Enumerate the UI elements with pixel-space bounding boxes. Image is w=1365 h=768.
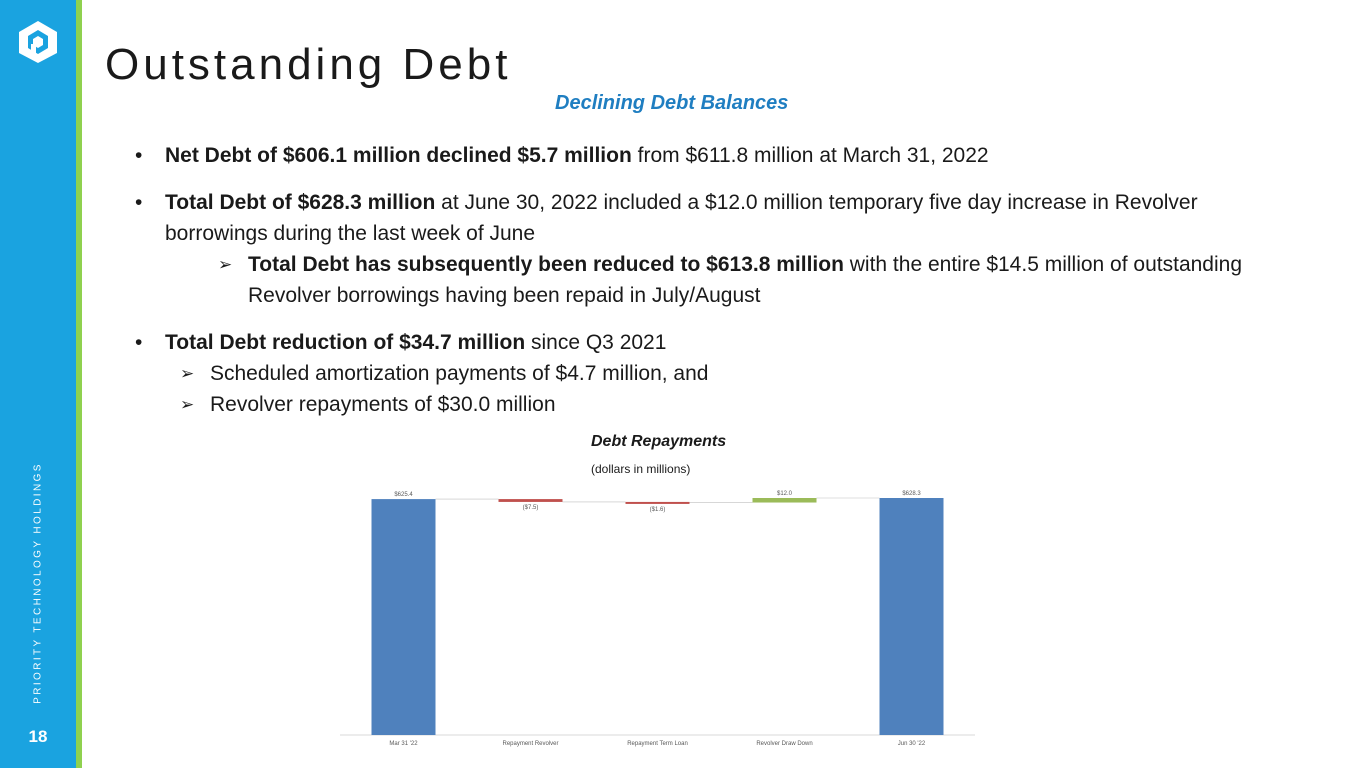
- sub-bullet-text: Scheduled amortization payments of $4.7 million, and: [210, 362, 709, 385]
- chart-bar: [753, 498, 817, 503]
- arrow-bullet-icon: ➢: [180, 395, 195, 414]
- bullet-marker: •: [135, 144, 143, 167]
- bullet-bold-text: Net Debt of $606.1 million declined $5.7 million: [165, 144, 632, 167]
- chart-category-label: Repayment Term Loan: [627, 741, 688, 747]
- sidebar: [0, 0, 76, 768]
- chart-bar: [626, 502, 690, 504]
- page-subtitle: Declining Debt Balances: [555, 92, 789, 114]
- chart-subtitle: (dollars in millions): [591, 462, 691, 476]
- sub-bullet-item: [135, 358, 1255, 389]
- bullet-bold-text: Total Debt of $628.3 million: [165, 191, 436, 214]
- page-title: Outstanding Debt: [105, 40, 512, 89]
- arrow-bullet-icon: ➢: [180, 364, 195, 383]
- chart-bar: [499, 499, 563, 502]
- chart-bar: [372, 499, 436, 735]
- bullet-marker: •: [135, 331, 143, 354]
- priority-logo-icon: [17, 20, 59, 64]
- bullet-bold-text: Total Debt reduction of $34.7 million: [165, 331, 526, 354]
- bullet-item: [135, 140, 1255, 171]
- bullet-item: [135, 187, 1255, 311]
- chart-title: Debt Repayments: [591, 433, 727, 450]
- chart-data-label: $12.0: [776, 491, 793, 497]
- sub-bullet-item: [135, 389, 1255, 420]
- bullet-marker: •: [135, 191, 143, 214]
- sidebar-accent-stripe: [76, 0, 82, 768]
- sub-bullet-text: Revolver repayments of $30.0 million: [210, 393, 556, 416]
- chart-bar: [880, 498, 944, 735]
- bullet-list: [135, 140, 1255, 420]
- bullet-text: since Q3 2021: [525, 331, 667, 354]
- chart-category-label: Mar 31 '22: [389, 741, 418, 747]
- chart-data-label: ($1.6): [649, 506, 666, 513]
- bullet-text: from $611.8 million at March 31, 2022: [631, 144, 989, 167]
- chart-category-label: Repayment Revolver: [502, 741, 559, 747]
- page-number: 18: [28, 727, 48, 746]
- chart-data-label: $625.4: [394, 492, 413, 499]
- sidebar-company-name: PRIORITY TECHNOLOGY HOLDINGS: [32, 462, 44, 704]
- chart-category-label: Jun 30 '22: [897, 741, 926, 747]
- chart-category-label: Revolver Draw Down: [756, 741, 813, 747]
- chart-data-label: ($7.5): [522, 504, 539, 511]
- bullet-text: at June 30, 2022 included a $12.0 million temporary five day increase in Revolver borrowings during the last week of June: [165, 191, 1198, 245]
- bullet-item: [135, 327, 1255, 420]
- sub-bullet-text: with the entire $14.5 million of outstanding Revolver borrowings having been repaid in July/August: [248, 253, 1242, 307]
- arrow-bullet-icon: ➢: [218, 255, 233, 274]
- sub-bullet-bold-text: Total Debt has subsequently been reduced to $613.8 million: [248, 253, 844, 276]
- chart-data-label: $628.3: [902, 491, 921, 497]
- sub-bullet-item: [135, 249, 1255, 311]
- waterfall-chart: [340, 485, 975, 750]
